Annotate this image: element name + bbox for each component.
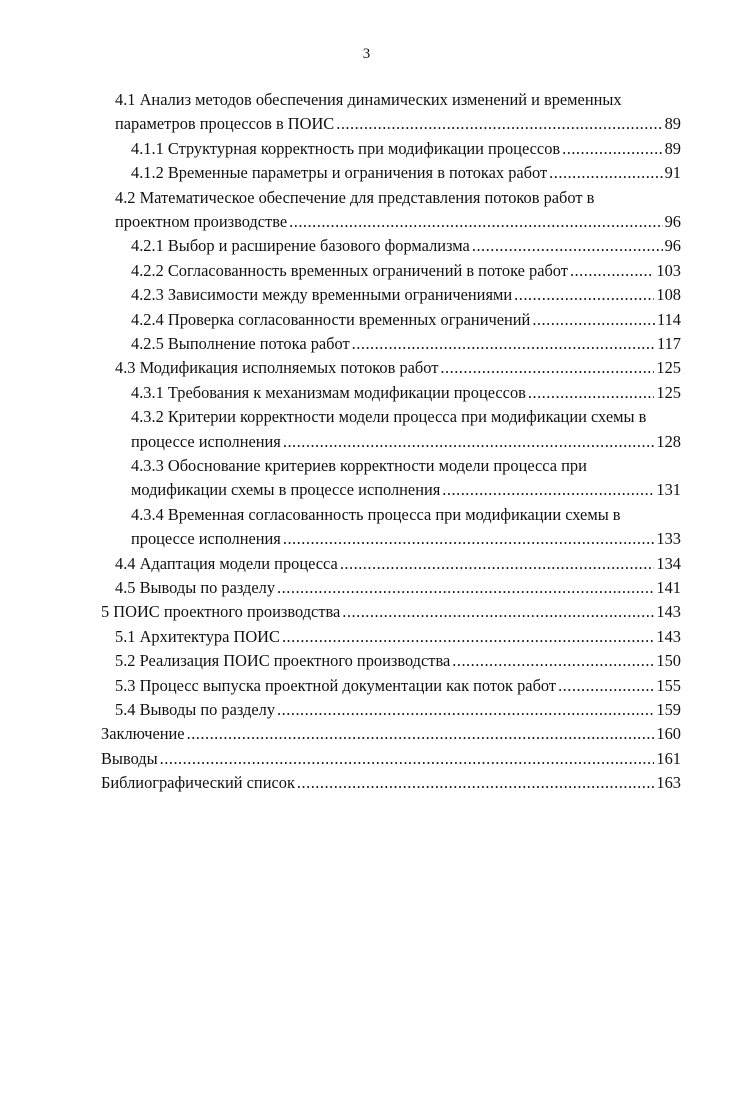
- toc-entry-title: 4.1.1 Структурная корректность при модификации процессов: [131, 138, 561, 158]
- toc-page-number: 89: [664, 114, 681, 134]
- toc-entry-title: 5.2 Реализация ПОИС проектного производства: [115, 651, 451, 671]
- toc-page-number: 159: [656, 700, 681, 719]
- toc-entry: [115, 674, 681, 698]
- toc-page-number: 131: [656, 480, 681, 500]
- toc-entry-title: 4.5 Выводы по разделу: [115, 578, 276, 597]
- toc-entry-title: Заключение: [101, 724, 185, 744]
- toc-page-number: 103: [656, 260, 681, 280]
- toc-entry-title: 5.4 Выводы по разделу: [115, 700, 276, 719]
- toc-page-number: 150: [656, 651, 681, 671]
- toc-entry: [115, 698, 681, 722]
- toc-page-number: 155: [656, 675, 681, 695]
- toc-entry: [115, 88, 681, 137]
- toc-page-number: 143: [656, 626, 681, 646]
- toc-entry-title: Выводы: [101, 748, 158, 768]
- toc-entry: [115, 649, 681, 673]
- toc-page-number: 134: [656, 553, 681, 573]
- toc-page-number: 91: [664, 163, 681, 183]
- leader-dots: [277, 576, 654, 600]
- toc-entry: [131, 405, 681, 454]
- toc-entry-title: 4.3.3 Обоснование критериев корректности модели процесса при: [131, 456, 587, 475]
- toc-entry-title: 4.2.3 Зависимости между временными ограничениями: [131, 285, 513, 305]
- toc-entry: [131, 503, 681, 552]
- toc-page-number: 125: [656, 382, 681, 402]
- toc-entry: [115, 576, 681, 600]
- toc-entry-title: 4.2.1 Выбор и расширение базового формализма: [131, 236, 470, 256]
- leader-dots: [342, 600, 654, 624]
- toc-entry-title-cont: процессе исполнения: [131, 431, 281, 451]
- toc-entry: [115, 356, 681, 380]
- leader-dots: [528, 381, 655, 405]
- toc-entry: [115, 186, 681, 235]
- toc-entry: [131, 308, 681, 332]
- toc-page-number: 163: [656, 773, 681, 793]
- leader-dots: [514, 283, 654, 307]
- toc-entry-title-cont: проектном производстве: [115, 212, 288, 231]
- toc-entry: [101, 747, 681, 771]
- toc-entry-title-cont: процессе исполнения: [131, 529, 281, 549]
- toc-page-number: 117: [657, 334, 681, 353]
- toc-entry: [131, 137, 681, 161]
- toc-page-number: 141: [656, 578, 681, 597]
- toc-entry: [115, 552, 681, 576]
- toc-entry-title: 4.2 Математическое обеспечение для представления потоков работ в: [115, 187, 595, 207]
- toc-entry-title: 5.3 Процесс выпуска проектной документации как поток работ: [115, 675, 557, 695]
- toc-entry: [131, 332, 681, 356]
- toc-page-number: 108: [656, 285, 681, 305]
- leader-dots: [562, 137, 662, 161]
- leader-dots: [282, 625, 654, 649]
- leader-dots: [160, 747, 655, 771]
- leader-dots: [283, 527, 655, 551]
- toc-page-number: 96: [664, 236, 681, 256]
- toc-page-number: 160: [656, 724, 681, 744]
- leader-dots: [283, 430, 655, 454]
- toc-entry: [131, 234, 681, 258]
- toc-entry: [101, 771, 681, 795]
- leader-dots: [570, 259, 654, 283]
- leader-dots: [532, 308, 655, 332]
- toc-entry-title: 4.2.5 Выполнение потока работ: [131, 334, 350, 353]
- toc-entry: [131, 454, 681, 503]
- toc-entry: [101, 722, 681, 746]
- leader-dots: [442, 478, 654, 502]
- toc-page-number: 128: [656, 431, 681, 451]
- toc-entry: [101, 600, 681, 624]
- leader-dots: [452, 649, 654, 673]
- toc-entry-title: 4.1 Анализ методов обеспечения динамических изменений и временных: [115, 90, 622, 109]
- toc-entry-title: 4.3 Модификация исполняемых потоков работ: [115, 358, 439, 378]
- leader-dots: [472, 234, 663, 258]
- toc-entry-title: 4.3.1 Требования к механизмам модификации процессов: [131, 382, 526, 402]
- toc-entry-title: 5.1 Архитектура ПОИС: [115, 626, 280, 646]
- toc-entry: [131, 259, 681, 283]
- toc-entry-title: 4.3.2 Критерии корректности модели процесса при модификации схемы в: [131, 407, 647, 427]
- toc-entry-title-cont: модификации схемы в процессе исполнения: [131, 480, 441, 500]
- leader-dots: [336, 112, 662, 136]
- toc-entry-title: 4.2.2 Согласованность временных ограничений в потоке работ: [131, 260, 568, 280]
- toc-page-number: 89: [664, 138, 681, 158]
- leader-dots: [558, 674, 654, 698]
- toc-entry-title: 4.2.4 Проверка согласованности временных ограничений: [131, 309, 531, 329]
- leader-dots: [549, 161, 662, 185]
- leader-dots: [277, 698, 654, 722]
- toc-entry: [131, 381, 681, 405]
- toc-entry-title: Библиографический список: [101, 773, 295, 793]
- toc-entry-title: 4.3.4 Временная согласованность процесса при модификации схемы в: [131, 504, 621, 524]
- toc-page-number: 96: [664, 212, 681, 231]
- leader-dots: [340, 552, 655, 576]
- toc-entry: [131, 283, 681, 307]
- toc-entry-title-cont: параметров процессов в ПОИС: [115, 114, 335, 134]
- leader-dots: [187, 722, 655, 746]
- toc-page-number: 114: [657, 309, 681, 329]
- toc-entry-title: 4.4 Адаптация модели процесса: [115, 553, 338, 573]
- toc-page-number: 143: [656, 602, 681, 622]
- page-number: 3: [362, 46, 371, 62]
- toc-entry-title: 4.1.2 Временные параметры и ограничения в потоках работ: [131, 163, 548, 183]
- toc-entry: [131, 161, 681, 185]
- toc-page-number: 161: [656, 748, 681, 768]
- toc-page-number: 125: [656, 358, 681, 378]
- toc-entry: [115, 625, 681, 649]
- leader-dots: [352, 332, 655, 356]
- leader-dots: [297, 771, 655, 795]
- toc-entry-title: 5 ПОИС проектного производства: [101, 602, 341, 622]
- leader-dots: [440, 356, 654, 380]
- toc-page-number: 133: [656, 529, 681, 549]
- leader-dots: [289, 210, 662, 234]
